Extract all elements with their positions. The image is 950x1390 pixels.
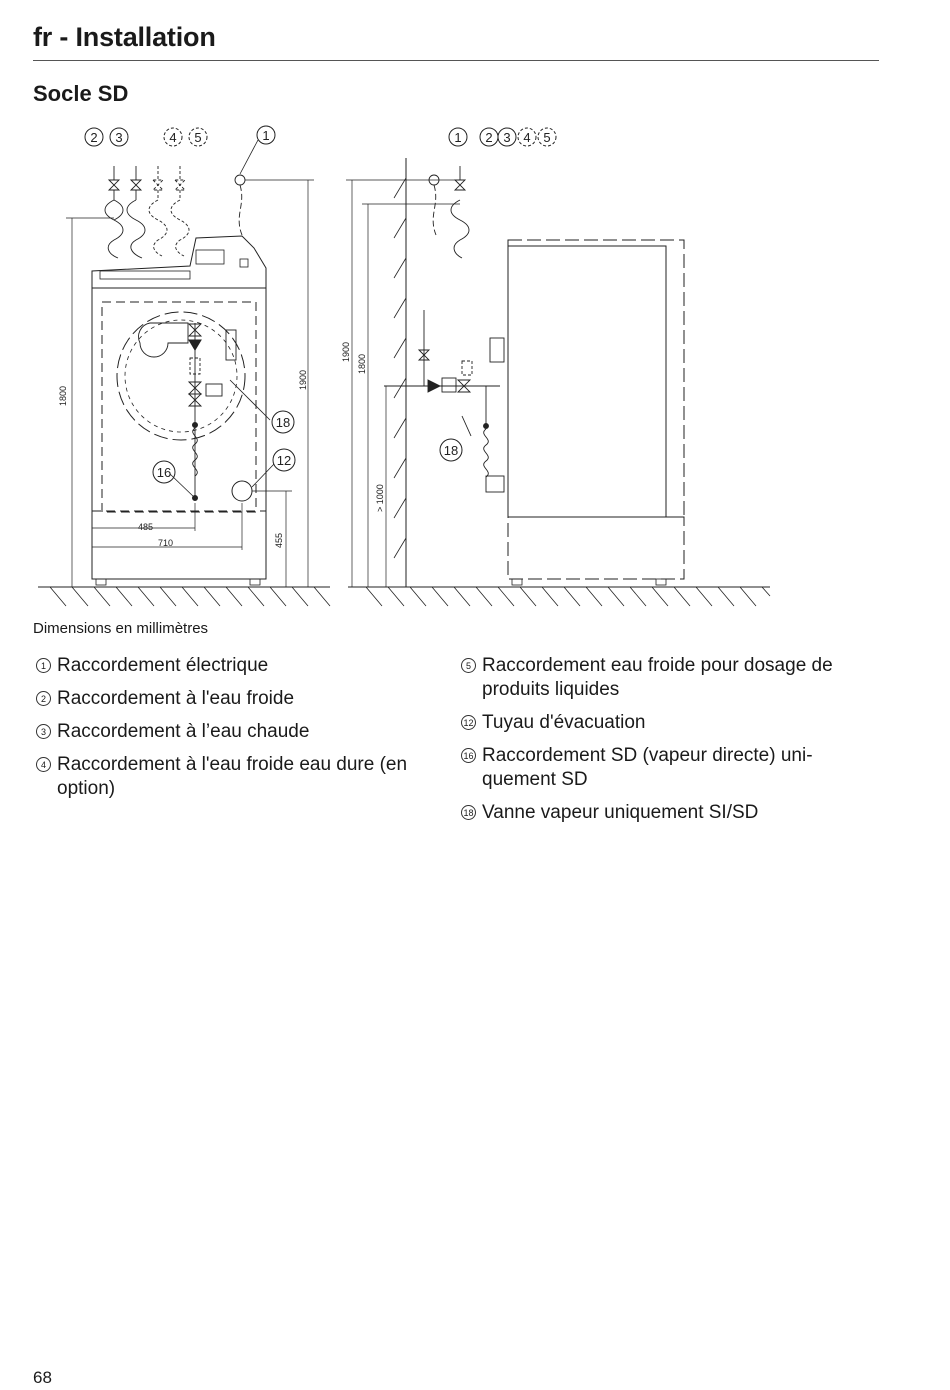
- svg-text:1: 1: [262, 128, 270, 143]
- callout-5-front: [189, 128, 207, 146]
- wall-hatch: [394, 178, 406, 558]
- callout-16-front: [153, 461, 175, 483]
- legend-text: Raccordement eau froide pour dosage de produits liquides: [482, 655, 833, 700]
- svg-text:18: 18: [275, 415, 291, 430]
- legend-text: Raccordement SD (vapeur directe) uni-quement SD: [482, 745, 813, 790]
- legend-item: [36, 720, 448, 744]
- svg-text:5: 5: [194, 130, 202, 145]
- header-title: fr - Installation: [33, 22, 216, 52]
- legend-item: [36, 753, 448, 801]
- callout-12-front: [273, 449, 295, 471]
- machine-side-upper: [508, 240, 684, 517]
- callout-2-front: [85, 128, 103, 146]
- dim-485: 485: [138, 522, 154, 532]
- legend-number: 3: [36, 724, 51, 739]
- dim-455: 455: [274, 532, 284, 548]
- machine-side-base: [508, 517, 684, 579]
- svg-text:12: 12: [276, 453, 292, 468]
- legend-number: 18: [461, 805, 476, 820]
- dim-1900-front: 1900: [298, 369, 308, 390]
- legend-number: 2: [36, 691, 51, 706]
- svg-text:2: 2: [90, 130, 98, 145]
- svg-text:2: 2: [485, 130, 493, 145]
- svg-text:18: 18: [443, 443, 459, 458]
- legend-item: [461, 744, 881, 792]
- callout-5-side: [538, 128, 556, 146]
- page-header: [33, 22, 879, 61]
- page-number: 68: [33, 1368, 52, 1387]
- legend-left: [36, 654, 448, 810]
- dim-710: 710: [158, 538, 174, 548]
- svg-text:16: 16: [156, 465, 172, 480]
- legend-text: Vanne vapeur uniquement SI/SD: [482, 802, 759, 823]
- dim-1800-side: 1800: [357, 353, 367, 374]
- callout-3-front: [110, 128, 128, 146]
- callout-3-side: [498, 128, 516, 146]
- legend-right: [461, 654, 881, 834]
- svg-text:1: 1: [454, 130, 462, 145]
- callout-1-side: [449, 128, 467, 146]
- svg-text:5: 5: [543, 130, 551, 145]
- machine-front-inner: [102, 302, 256, 512]
- dimensions-caption: Dimensions en millimètres: [33, 620, 209, 637]
- legend-text: Raccordement à l’eau chaude: [57, 721, 310, 742]
- floor-hatch-front: [50, 587, 330, 606]
- supply-valves-front: [105, 166, 189, 258]
- legend-text: Raccordement à l'eau froide: [57, 688, 295, 709]
- legend-number: 4: [36, 757, 51, 772]
- svg-text:4: 4: [169, 130, 177, 145]
- legend-item: [461, 801, 881, 825]
- callout-1-front: [257, 126, 275, 144]
- legend-text: Raccordement à l'eau froide eau dure (en option): [57, 754, 408, 799]
- legend-item: [461, 711, 881, 735]
- machine-front-body: [92, 288, 266, 579]
- svg-text:3: 3: [503, 130, 511, 145]
- callout-18-front: [272, 411, 294, 433]
- installation-diagram: [30, 118, 780, 618]
- callout-4-front: [164, 128, 182, 146]
- diagram-svg: [30, 118, 780, 618]
- svg-text:3: 3: [115, 130, 123, 145]
- section-title: Socle SD: [33, 81, 129, 106]
- legend-item: [36, 654, 448, 678]
- legend-text: Tuyau d'évacuation: [482, 712, 646, 733]
- svg-text:4: 4: [523, 130, 531, 145]
- floor-hatch-side: [366, 587, 770, 606]
- callout-4-side: [518, 128, 536, 146]
- dim-1900-side: 1900: [341, 341, 351, 362]
- legend-number: 12: [461, 715, 476, 730]
- callout-18-side: [440, 439, 462, 461]
- legend-number: 1: [36, 658, 51, 673]
- dim-gt1000: > 1000: [375, 484, 385, 512]
- legend-item: [461, 654, 881, 702]
- dim-1800-front: 1800: [58, 385, 68, 406]
- legend-item: [36, 687, 448, 711]
- legend-number: 16: [461, 748, 476, 763]
- callout-2-side: [480, 128, 498, 146]
- legend-number: 5: [461, 658, 476, 673]
- machine-side-body: [508, 246, 666, 517]
- legend-text: Raccordement électrique: [57, 655, 269, 676]
